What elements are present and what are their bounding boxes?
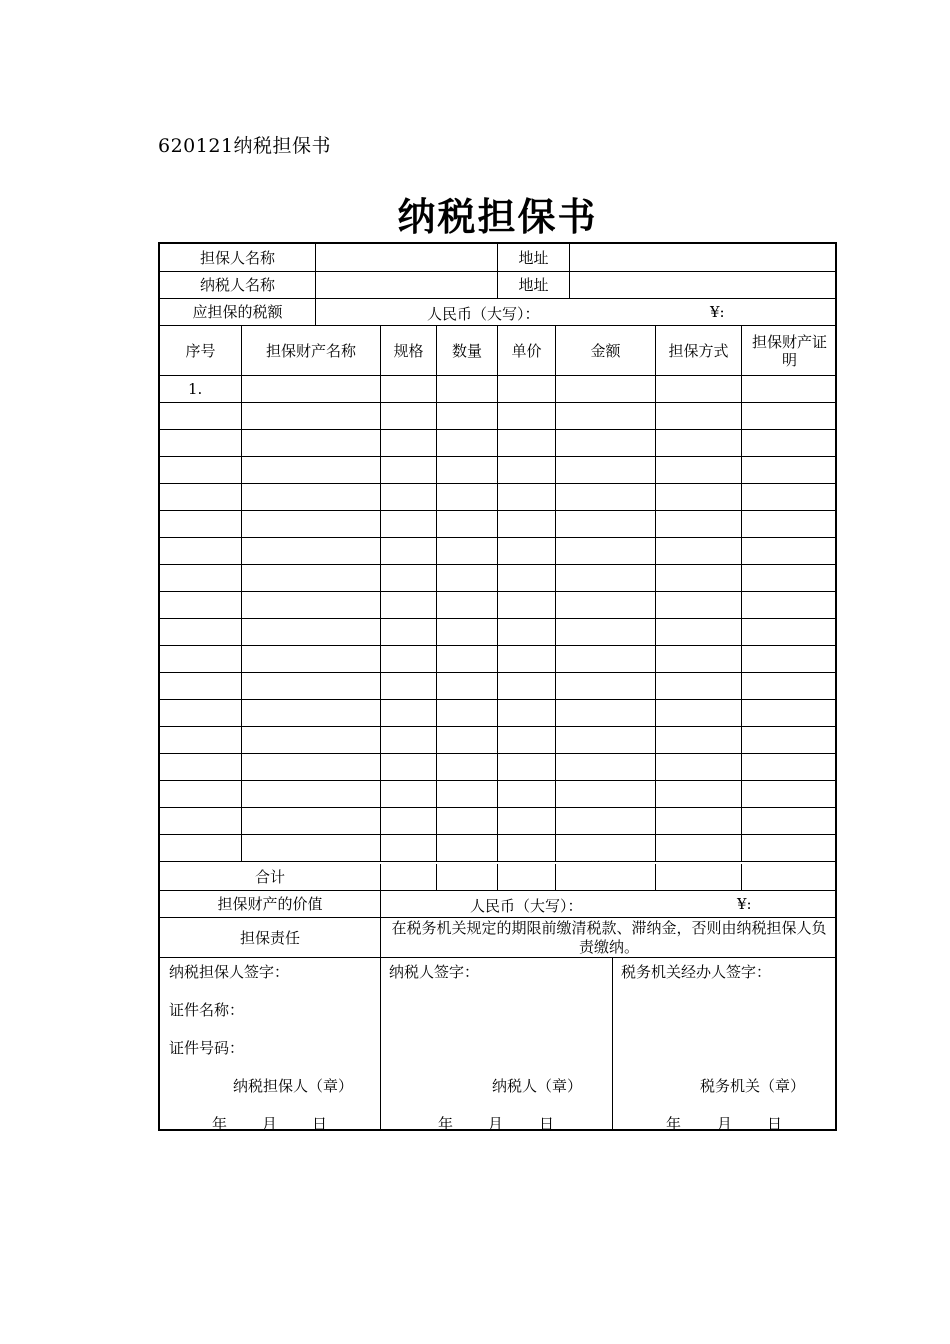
row-number-cell[interactable]	[160, 457, 242, 484]
table-cell[interactable]	[242, 835, 381, 862]
row-number-cell[interactable]	[160, 619, 242, 646]
table-cell[interactable]	[381, 619, 437, 646]
taxpayer-name-label: 纳税人名称	[160, 272, 316, 299]
table-cell[interactable]	[656, 673, 742, 700]
page-title: 纳税担保书	[397, 194, 598, 239]
table-cell[interactable]	[381, 808, 437, 835]
table-cell[interactable]	[242, 484, 381, 511]
table-cell[interactable]	[437, 592, 498, 619]
table-cell[interactable]	[498, 403, 556, 430]
guarantor-address-field[interactable]	[570, 244, 837, 272]
guarantor-name-label: 担保人名称	[160, 244, 316, 272]
table-cell[interactable]	[556, 700, 656, 727]
responsibility-text: 在税务机关规定的期限前缴清税款、滞纳金，否则由纳税担保人负责缴纳。	[381, 918, 837, 958]
row-number-cell[interactable]	[160, 511, 242, 538]
table-cell[interactable]	[242, 376, 381, 403]
table-cell[interactable]	[498, 484, 556, 511]
table-cell[interactable]	[656, 619, 742, 646]
row-number-cell[interactable]	[160, 700, 242, 727]
table-cell[interactable]	[498, 457, 556, 484]
table-cell[interactable]	[381, 484, 437, 511]
total-cell[interactable]	[437, 864, 498, 891]
table-cell[interactable]	[437, 646, 498, 673]
column-header: 数量	[437, 326, 498, 376]
table-cell[interactable]	[742, 619, 837, 646]
taxpayer-date-year: 年	[438, 1115, 454, 1133]
table-cell[interactable]	[498, 754, 556, 781]
table-cell[interactable]	[381, 376, 437, 403]
table-cell[interactable]	[656, 376, 742, 403]
table-cell[interactable]	[498, 430, 556, 457]
table-cell[interactable]	[742, 565, 837, 592]
table-cell[interactable]	[437, 511, 498, 538]
tax-amount-label: 应担保的税额	[160, 299, 316, 326]
table-cell[interactable]	[242, 727, 381, 754]
table-cell[interactable]	[437, 700, 498, 727]
table-cell[interactable]	[556, 565, 656, 592]
tax-office-signature-section	[613, 958, 837, 1131]
tax-office-date-month: 月	[717, 1115, 733, 1133]
table-cell[interactable]	[242, 403, 381, 430]
table-cell[interactable]	[498, 592, 556, 619]
table-cell[interactable]	[556, 754, 656, 781]
table-cell[interactable]	[742, 673, 837, 700]
table-cell[interactable]	[242, 592, 381, 619]
column-header: 规格	[381, 326, 437, 376]
table-cell[interactable]	[381, 646, 437, 673]
table-cell[interactable]	[381, 403, 437, 430]
table-cell[interactable]	[498, 808, 556, 835]
table-cell[interactable]	[556, 430, 656, 457]
table-cell[interactable]	[437, 565, 498, 592]
table-cell[interactable]	[498, 835, 556, 862]
property-value-field[interactable]	[381, 891, 837, 918]
guarantee-form-table	[158, 242, 837, 1131]
row-number-cell[interactable]	[160, 808, 242, 835]
table-cell[interactable]	[437, 673, 498, 700]
table-cell[interactable]	[498, 700, 556, 727]
table-cell[interactable]	[556, 538, 656, 565]
table-cell[interactable]	[242, 754, 381, 781]
table-cell[interactable]	[498, 781, 556, 808]
table-cell[interactable]	[381, 781, 437, 808]
table-cell[interactable]	[381, 700, 437, 727]
table-cell[interactable]	[742, 808, 837, 835]
table-cell[interactable]	[742, 538, 837, 565]
tax-office-date-year: 年	[666, 1115, 682, 1133]
taxpayer-seal-label: 纳税人（章）	[492, 1077, 583, 1095]
taxpayer-sign-label: 纳税人签字：	[389, 963, 480, 981]
guarantor-sign-label: 纳税担保人签字：	[169, 963, 290, 981]
table-cell[interactable]	[742, 430, 837, 457]
table-cell[interactable]	[437, 835, 498, 862]
table-cell[interactable]	[242, 538, 381, 565]
row-number-cell[interactable]	[160, 592, 242, 619]
table-cell[interactable]	[556, 403, 656, 430]
table-cell[interactable]	[742, 457, 837, 484]
table-cell[interactable]	[556, 592, 656, 619]
table-cell[interactable]	[656, 484, 742, 511]
row-number-cell[interactable]	[160, 646, 242, 673]
table-cell[interactable]	[498, 538, 556, 565]
table-cell[interactable]	[656, 430, 742, 457]
table-cell[interactable]	[242, 808, 381, 835]
table-cell[interactable]	[437, 754, 498, 781]
table-cell[interactable]	[656, 511, 742, 538]
table-cell[interactable]	[656, 646, 742, 673]
table-cell[interactable]	[437, 376, 498, 403]
row-number-cell[interactable]	[160, 673, 242, 700]
row-number-cell[interactable]	[160, 538, 242, 565]
tax-office-date-day: 日	[767, 1115, 783, 1133]
table-cell[interactable]	[242, 700, 381, 727]
row-number-cell[interactable]: 1.	[160, 376, 242, 403]
guarantor-date-month: 月	[262, 1115, 278, 1133]
table-cell[interactable]	[437, 457, 498, 484]
table-cell[interactable]	[381, 511, 437, 538]
table-cell[interactable]	[437, 727, 498, 754]
table-cell[interactable]	[437, 781, 498, 808]
table-cell[interactable]	[742, 403, 837, 430]
table-cell[interactable]	[556, 619, 656, 646]
taxpayer-address-label: 地址	[498, 272, 570, 299]
id-name-label: 证件名称：	[169, 1001, 245, 1019]
column-header: 担保财产名称	[242, 326, 381, 376]
column-header: 单价	[498, 326, 556, 376]
table-cell[interactable]	[381, 430, 437, 457]
table-cell[interactable]	[381, 673, 437, 700]
table-cell[interactable]	[742, 646, 837, 673]
total-cell[interactable]	[498, 864, 556, 891]
row-number-cell[interactable]	[160, 835, 242, 862]
table-cell[interactable]	[498, 565, 556, 592]
row-number-cell[interactable]	[160, 754, 242, 781]
row-number-cell[interactable]	[160, 781, 242, 808]
table-cell[interactable]	[556, 511, 656, 538]
taxpayer-date-month: 月	[488, 1115, 504, 1133]
table-cell[interactable]	[556, 376, 656, 403]
table-cell[interactable]	[381, 592, 437, 619]
id-number-label: 证件号码：	[169, 1039, 245, 1057]
row-number-cell[interactable]	[160, 727, 242, 754]
table-cell[interactable]	[656, 565, 742, 592]
table-cell[interactable]	[656, 781, 742, 808]
table-cell[interactable]	[437, 538, 498, 565]
table-cell[interactable]	[437, 484, 498, 511]
property-value-label: 担保财产的价值	[160, 891, 381, 918]
table-cell[interactable]	[381, 457, 437, 484]
row-number-cell[interactable]	[160, 484, 242, 511]
table-cell[interactable]	[437, 430, 498, 457]
table-cell[interactable]	[556, 808, 656, 835]
table-cell[interactable]	[437, 403, 498, 430]
table-cell[interactable]	[742, 700, 837, 727]
table-cell[interactable]	[656, 592, 742, 619]
property-value-rmb-label: 人民币（大写）：	[470, 897, 583, 915]
total-cell[interactable]	[381, 864, 437, 891]
table-cell[interactable]	[242, 619, 381, 646]
table-cell[interactable]	[656, 754, 742, 781]
taxpayer-address-field[interactable]	[570, 272, 837, 299]
guarantor-address-label: 地址	[498, 244, 570, 272]
table-cell[interactable]	[242, 646, 381, 673]
tax-amount-yen-label: ¥:	[710, 303, 725, 321]
table-cell[interactable]	[498, 511, 556, 538]
tax-office-seal-label: 税务机关（章）	[700, 1077, 806, 1095]
guarantor-date-day: 日	[312, 1115, 328, 1133]
table-cell[interactable]	[556, 484, 656, 511]
table-cell[interactable]	[556, 835, 656, 862]
table-cell[interactable]	[381, 538, 437, 565]
tax-amount-field[interactable]	[316, 299, 837, 326]
taxpayer-date-day: 日	[539, 1115, 555, 1133]
table-cell[interactable]	[242, 781, 381, 808]
table-cell[interactable]	[556, 457, 656, 484]
table-cell[interactable]	[742, 781, 837, 808]
table-cell[interactable]	[656, 835, 742, 862]
column-header: 序号	[160, 326, 242, 376]
tax-amount-rmb-label: 人民币（大写）：	[427, 305, 540, 323]
guarantor-date-year: 年	[212, 1115, 228, 1133]
property-value-yen-label: ¥:	[737, 895, 752, 913]
column-header: 担保方式	[656, 326, 742, 376]
table-cell[interactable]	[656, 538, 742, 565]
table-cell[interactable]	[742, 511, 837, 538]
column-header: 担保财产证明	[742, 326, 837, 376]
table-cell[interactable]	[556, 646, 656, 673]
table-cell[interactable]	[656, 808, 742, 835]
table-cell[interactable]	[242, 457, 381, 484]
table-cell[interactable]	[498, 619, 556, 646]
table-cell[interactable]	[656, 700, 742, 727]
table-cell[interactable]	[742, 754, 837, 781]
table-cell[interactable]	[742, 376, 837, 403]
table-cell[interactable]	[498, 646, 556, 673]
table-cell[interactable]	[742, 727, 837, 754]
tax-office-sign-label: 税务机关经办人签字：	[621, 963, 772, 981]
total-cell[interactable]	[742, 864, 837, 891]
guarantor-name-field[interactable]	[316, 244, 498, 272]
table-cell[interactable]	[656, 457, 742, 484]
table-cell[interactable]	[556, 781, 656, 808]
table-cell[interactable]	[556, 727, 656, 754]
taxpayer-signature-section	[381, 958, 613, 1131]
table-cell[interactable]	[556, 673, 656, 700]
table-cell[interactable]	[242, 673, 381, 700]
table-cell[interactable]	[381, 835, 437, 862]
table-cell[interactable]	[381, 727, 437, 754]
table-cell[interactable]	[242, 430, 381, 457]
table-cell[interactable]	[242, 511, 381, 538]
table-cell[interactable]	[437, 808, 498, 835]
row-number-cell[interactable]	[160, 565, 242, 592]
table-cell[interactable]	[381, 565, 437, 592]
table-cell[interactable]	[742, 484, 837, 511]
document-code-title: 620121纳税担保书	[158, 135, 332, 157]
total-cell[interactable]	[656, 864, 742, 891]
row-number-cell[interactable]	[160, 403, 242, 430]
table-cell[interactable]	[656, 403, 742, 430]
total-label: 合计	[160, 864, 381, 891]
column-header: 金额	[556, 326, 656, 376]
taxpayer-name-field[interactable]	[316, 272, 498, 299]
responsibility-label: 担保责任	[160, 918, 381, 958]
table-cell[interactable]	[656, 727, 742, 754]
total-cell[interactable]	[556, 864, 656, 891]
table-cell[interactable]	[498, 376, 556, 403]
table-cell[interactable]	[437, 619, 498, 646]
row-number-cell[interactable]	[160, 430, 242, 457]
table-cell[interactable]	[242, 565, 381, 592]
table-cell[interactable]	[498, 727, 556, 754]
table-cell[interactable]	[381, 754, 437, 781]
table-cell[interactable]	[498, 673, 556, 700]
guarantor-seal-label: 纳税担保人（章）	[233, 1077, 354, 1095]
table-cell[interactable]	[742, 835, 837, 862]
table-cell[interactable]	[742, 592, 837, 619]
